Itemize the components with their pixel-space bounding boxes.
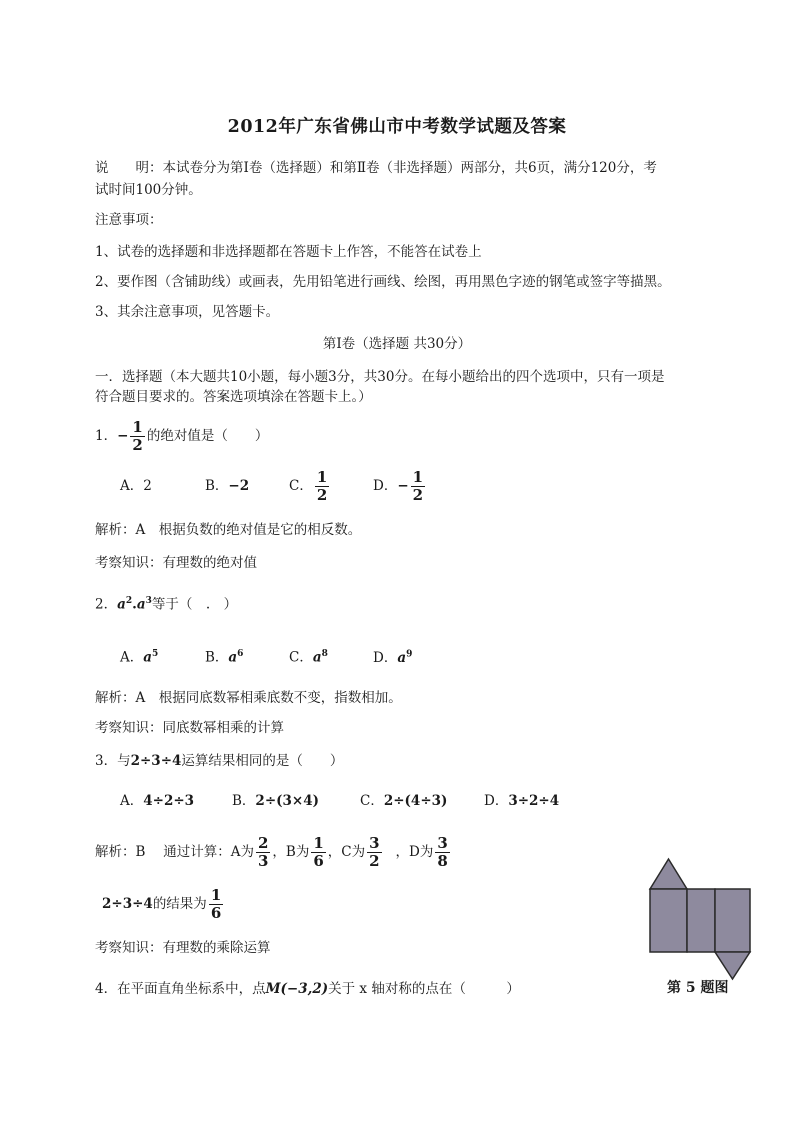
- power-exponent: 9: [406, 649, 413, 659]
- q1-analysis: 解析：A 根据负数的绝对值是它的相反数。: [95, 522, 362, 538]
- fraction: [315, 470, 329, 503]
- option-b-label: B．: [232, 793, 256, 809]
- option-a: [120, 793, 232, 809]
- denominator: 6: [313, 852, 324, 870]
- question-text: 的绝对值是（ ）: [146, 428, 269, 444]
- minus-sign: −: [397, 478, 409, 494]
- page-title: 2012年广东省佛山市中考数学试题及答案: [227, 117, 567, 137]
- net-bottom-triangle: [715, 952, 750, 979]
- fraction: [435, 836, 449, 869]
- option-c: [289, 470, 373, 503]
- q2-options: [120, 649, 412, 666]
- power-base: a: [397, 649, 407, 666]
- power-base: a: [117, 596, 126, 613]
- intro-line-2: 试时间100分钟。: [95, 182, 202, 198]
- option-a-label: A．: [120, 793, 144, 809]
- option-d: [484, 793, 559, 809]
- question-number: 2．: [95, 596, 118, 613]
- fraction: [209, 888, 223, 921]
- numerator: 1: [412, 468, 424, 486]
- option-b: [232, 793, 360, 809]
- notes-heading: 注意事项：: [95, 212, 163, 228]
- numerator: 3: [437, 834, 448, 852]
- denominator: 8: [437, 852, 448, 870]
- option-c: [360, 793, 484, 809]
- power-exponent: 2: [125, 596, 133, 606]
- denominator: 2: [369, 852, 380, 870]
- question-number: 1．: [95, 428, 118, 444]
- note-item-1: 1、试卷的选择题和非选择题都在答题卡上作答，不能答在试卷上: [95, 244, 482, 260]
- option-a-label: A．: [120, 649, 144, 666]
- denominator: 6: [210, 904, 222, 922]
- question-1: [95, 420, 268, 453]
- power-base: a: [228, 649, 238, 666]
- option-a-value: 4÷2÷3: [143, 793, 195, 809]
- option-b-value: 2÷(3×4): [255, 793, 319, 809]
- option-c-label: C．: [289, 478, 313, 494]
- power-base: a: [312, 649, 322, 666]
- power-exponent: 5: [152, 649, 159, 659]
- intro-text-1: 本试卷分为第Ⅰ卷（选择题）和第Ⅱ卷（非选择题）两部分，共6页，满分120分，考: [162, 160, 657, 176]
- numerator: 1: [210, 886, 222, 904]
- option-b-value: −2: [228, 478, 250, 494]
- power-base: a: [143, 649, 152, 666]
- option-d-label: D．: [373, 478, 398, 494]
- analysis-text: ，C为: [327, 844, 366, 860]
- denominator: 3: [257, 852, 269, 870]
- question-text: 等于（ . ）: [151, 596, 238, 613]
- question-text: 关于 x 轴对称的点在（ ）: [328, 981, 520, 997]
- result-text: 的结果为: [152, 896, 207, 912]
- numerator: 1: [132, 418, 143, 436]
- numerator: 3: [369, 834, 380, 852]
- point-coordinate: M(−3,2): [265, 981, 329, 997]
- dot-operator: .: [132, 596, 137, 613]
- question-number: 3．与: [95, 753, 131, 769]
- power-exponent: 3: [145, 596, 152, 606]
- power-exponent: 8: [321, 649, 328, 659]
- prism-net-figure: [640, 855, 760, 985]
- question-2: [95, 596, 237, 613]
- question-text: 运算结果相同的是（ ）: [181, 753, 344, 769]
- analysis-text: ，B为: [272, 844, 310, 860]
- option-a-value: 2: [143, 478, 152, 494]
- denominator: 2: [412, 486, 424, 504]
- option-d: [373, 650, 412, 666]
- note-item-2: 2、要作图（含铺助线）或画表，先用铅笔进行画线、绘图，再用黑色字迹的钢笔或签字等描黑。: [95, 274, 671, 290]
- option-c-value: 2÷(4÷3): [383, 793, 448, 809]
- analysis-text: ，D为: [395, 844, 434, 860]
- option-c-label: C．: [289, 649, 313, 666]
- fraction: [411, 470, 425, 503]
- q1-knowledge: 考察知识：有理数的绝对值: [95, 555, 257, 571]
- numerator: 1: [313, 834, 324, 852]
- option-d-label: D．: [484, 793, 509, 809]
- net-right-face: [715, 889, 750, 952]
- intro-label: 说 明：: [95, 160, 163, 176]
- option-a-label: A．: [120, 478, 144, 494]
- q3-knowledge: 考察知识：有理数的乘除运算: [95, 940, 271, 956]
- denominator: 2: [132, 436, 143, 454]
- figure-caption: 第 5 题图: [667, 980, 729, 996]
- section-heading: 第Ⅰ卷（选择题 共30分）: [322, 336, 472, 352]
- option-d-value: 3÷2÷4: [508, 793, 560, 809]
- note-item-3: 3、其余注意事项，见答题卡。: [95, 304, 280, 320]
- fraction: [256, 836, 270, 869]
- option-a: [120, 649, 205, 666]
- math-expression: 2÷3÷4: [102, 896, 153, 912]
- denominator: 2: [316, 486, 328, 504]
- q3-options: [120, 793, 559, 809]
- power-exponent: 6: [237, 649, 244, 659]
- net-top-triangle: [650, 859, 687, 889]
- option-a: [120, 478, 205, 494]
- option-d-label: D．: [373, 649, 398, 666]
- question-number: 4．在平面直角坐标系中，点: [95, 981, 266, 997]
- q2-knowledge: 考察知识：同底数幂相乘的计算: [95, 720, 284, 736]
- question-3: [95, 753, 343, 769]
- minus-sign: −: [117, 428, 129, 444]
- numerator: 1: [316, 468, 328, 486]
- option-b: [205, 478, 289, 494]
- q1-options: [120, 470, 427, 503]
- q3-result: [102, 888, 225, 921]
- option-b-label: B．: [205, 649, 229, 666]
- option-d: [373, 468, 427, 504]
- option-c-label: C．: [360, 793, 384, 809]
- analysis-text: 解析：B 通过计算：A为: [95, 844, 254, 860]
- fraction: [130, 420, 144, 453]
- intro-line-1: [95, 160, 657, 176]
- question-4: [95, 981, 520, 997]
- q3-analysis: [95, 836, 452, 869]
- numerator: 2: [257, 834, 269, 852]
- power-base: a: [136, 596, 146, 613]
- net-left-face: [650, 889, 687, 952]
- section-instructions-1: 一．选择题（本大题共10小题，每小题3分，共30分。在每小题给出的四个选项中，只有一项是: [95, 369, 665, 385]
- fraction: [311, 836, 325, 869]
- option-b-label: B．: [205, 478, 229, 494]
- option-b: [205, 649, 289, 666]
- option-c: [289, 649, 373, 666]
- math-expression: 2÷3÷4: [130, 753, 182, 769]
- section-instructions-2: 符合题目要求的。答案选项填涂在答题卡上。）: [95, 389, 372, 405]
- net-middle-face: [687, 889, 715, 952]
- fraction: [367, 836, 381, 869]
- q2-analysis: 解析：A 根据同底数幂相乘底数不变，指数相加。: [95, 690, 402, 706]
